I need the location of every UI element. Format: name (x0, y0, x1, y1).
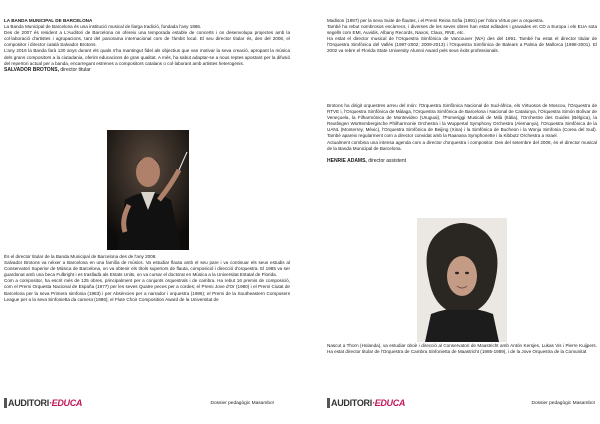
logo-bar-icon (4, 398, 7, 408)
adams-subhead (327, 158, 597, 164)
brotons-subhead (4, 67, 290, 73)
bio-paragraph: Brotons ha dirigit orquestres arreu del món: l'Orquestra Simfònica Nacional de Sud-àfrica, els Virtuosos de Moscou, l'Orquestra de RTVE i, l'Orquestra Simfònica de Màlaga, l'Orquestra Simfònica de Barcelona i Nacional de Catalunya, l'Orquestra Simón Bolívar de Veneçuela, la Filharmònica de Montevideo (Uruguai), l'Pomeriggi Musicali de Milà (Itàlia), l'Orchestre des Guides (Bèlgica), la Reutlingen Württembergische Philharmonie Orchestra i la Wuppertal Symphony Orchestra (Alemanya), l'Orquestra Simfònica de la UANL (Monterrey, Mèxic), l'Orquestra Simfònica de Beijing (Xina) i la Simfònica de Bucheon i la Wonju Simfonia (Corea del Sud). També apareix regularment com a director convidat amb la Raanana Symphonette i la Kibbutz Orchestra a Israel. (327, 103, 597, 139)
intro-paragraph: L'any 2016 la Banda farà 130 anys durant els quals s'ha mantingut fidel als objectius que van motivar la seva creació, apropant la música dels grans compositors a la ciutadania, oferint educacions de gran qualitat. A més, ha sabut adaptar-se a nous reptes apostant per la difusió del repertori actual per a banda, encarregant estrenes a compositors catalans o col·laborant amb artistes heterogenis. (4, 48, 290, 66)
subhead-role: director assistent (366, 157, 407, 164)
right-block-b (327, 103, 597, 164)
adams-photo (417, 218, 507, 342)
bio-paragraph: És el director titular de la Banda Municipal de Barcelona des de l'any 2008. (4, 254, 157, 259)
subhead-name: SALVADOR BROTONS, (4, 66, 60, 73)
auditori-educa-logo (327, 398, 405, 408)
right-bio-block (327, 343, 597, 355)
right-footer (327, 396, 595, 410)
bio-paragraph: Madison (1987) per la seva Suite de flautes, i el Premi Reina Sofia (1991) per l'obra Virtus per a orquestra. (327, 18, 544, 23)
dossier-label: Dossier pedagògic Masambo! (210, 400, 274, 406)
left-footer (4, 396, 274, 410)
section-heading: LA BANDA MUNICIPAL DE BARCELONA (4, 18, 93, 23)
left-bio-block (4, 254, 290, 303)
bio-paragraph: També ha rebut nombrosos encàrrecs, i diverses de les seves obres han estat editades i gravades en CD a Europa i els EUA sota segells com EMI, Auvidis, Albany Records, Naxos, Claux, RNE, etc. (327, 24, 597, 36)
logo-text-b: ·EDUCA (48, 398, 83, 408)
right-page (300, 0, 600, 424)
bio-paragraph: Ha estat el director musical de l'Orquestra Simfònica de Vancouver (WA) des del 1991. També ha estat el director titular de l'Orquestra Simfònica del Vallès (1997-2002; 2009-2013) i l'Orquestra Simfònica de Balears a Palma de Mallorca (1998-2001). El 2002 va rebre el Florida State University Alumni Award pels seus èxits professionals. (327, 36, 597, 54)
subhead-role: director titular (59, 66, 91, 73)
auditori-educa-logo (4, 398, 82, 408)
subhead-name: HENRIE ADAMS, (327, 157, 367, 164)
logo-bar-icon (327, 398, 330, 408)
logo-text-a: AUDITORI (331, 398, 372, 408)
right-block-a (327, 18, 597, 55)
intro-paragraph: La Banda Municipal de Barcelona és una institució musical de llarga tradició, fundada l'any 1886. (4, 24, 202, 30)
logo-text-a: AUDITORI (8, 398, 49, 408)
left-intro-block (4, 18, 290, 73)
dossier-label: Dossier pedagògic Masambo! (531, 400, 595, 406)
intro-paragraph: Des de 2007 és resident a L'Auditori de Barcelona on ofereix una temporada estable de concerts i on desenvolupa projectes amb la col·laboració d'artistes i agrupacions, tant del panorama internacional com de l'àmbit local. El seu director titular és, des del 2008, el compositor i director català Salvador Brotons. (4, 30, 290, 48)
bio-paragraph: Actualment combina una intensa agenda com a director d'orquestra i compositor. Des del setembre del 2008, és el director musical de la Banda Municipal de Barcelona. (327, 139, 597, 151)
brotons-photo (107, 130, 189, 250)
bio-paragraph: Salvador Brotons va néixer a Barcelona en una família de músics. Va estudiar flauta amb el seu pare i va continuar els seus estudis al Conservatori Superior de Música de Barcelona, on va obtenir els títols superiors de flauta, composició i direcció d'orquestra. El 1985 va ser guardonat amb una beca Fulbright i es traslladà als Estats Units, on va cursar el doctorat en Música a la Universitat Estatal de Florida. (4, 260, 290, 278)
bio-paragraph: Nascut a Thorn (Holanda), va estudiar oboè i direcció al Conservatori de Maastricht amb Antón Kersjes, Lukas Vis i Pierre Kuijpers. Ha estat director titular de l'Orquestra de Cambra Sinfonietta de Maastricht (1985-1989), i de la Jove Orquestra de la Comunitat (327, 343, 597, 355)
logo-text-b: ·EDUCA (371, 398, 406, 408)
bio-paragraph: Com a compositor, ha escrit més de 125 obres, principalment per a conjunts orquestrals i de cambra. Ha rebut 16 premis de composició, com el Premi Orquesta Nacional de España (1977) per les seves Quatre peces per a cordes; el Premi Jove d'Or (1980) i el Premi Ciutat de Barcelona per la seva Primera simfonia (1983) i per Absències per a narrador i orquestra (1986); el Premi de la Southeastern Composers League per a la seva Sinfonietta da camera (1986); el Flute Choir Composition Award de la Universitat de (4, 278, 290, 302)
